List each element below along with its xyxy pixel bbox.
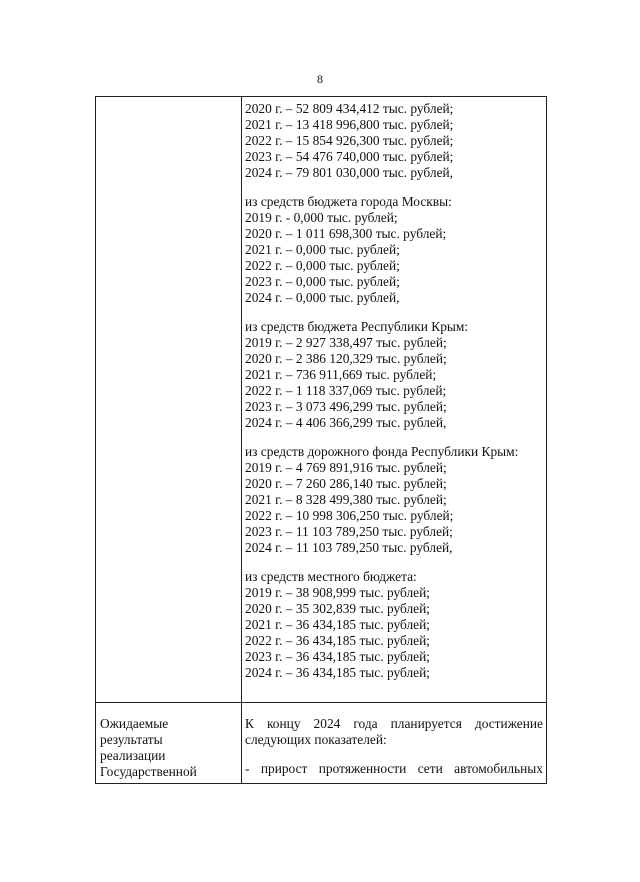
funding-line: 2021 г. – 8 328 499,380 тыс. рублей; [245,492,447,507]
funding-line: 2019 г. - 0,000 тыс. рублей; [245,210,398,225]
label-line: Ожидаемые [100,716,169,731]
label-line: реализации [100,748,166,763]
funding-line: 2022 г. – 10 998 306,250 тыс. рублей; [245,508,454,523]
local-budget-block [245,569,541,681]
indicator-line: - прирост протяженности сети автомобильных [245,761,543,776]
funding-line: 2024 г. – 4 406 366,299 тыс. рублей, [245,415,447,430]
label-line: результаты [100,732,163,747]
expected-results-text [245,716,543,777]
page-number: 8 [317,72,323,86]
funding-line: 2022 г. – 1 118 337,069 тыс. рублей; [245,383,447,398]
label-line: Государственной [100,764,197,779]
funding-line: 2019 г. – 2 927 338,497 тыс. рублей; [245,335,447,350]
section-heading: из средств дорожного фонда Республики Крым: [245,444,519,459]
funding-line: 2021 г. – 13 418 996,800 тыс. рублей; [245,117,454,132]
road-fund-block [245,444,541,556]
section-heading: из средств бюджета Республики Крым: [245,319,469,334]
funding-line: 2019 г. – 4 769 891,916 тыс. рублей; [245,460,447,475]
funding-line: 2021 г. – 0,000 тыс. рублей; [245,242,400,257]
funding-line: 2024 г. – 0,000 тыс. рублей, [245,290,400,305]
crimea-budget-block [245,319,541,431]
funding-line: 2019 г. – 38 908,999 тыс. рублей; [245,585,430,600]
funding-line: 2020 г. – 7 260 286,140 тыс. рублей; [245,476,447,491]
funding-line: 2023 г. – 3 073 496,299 тыс. рублей; [245,399,447,414]
column-divider [241,97,242,783]
funding-line: 2024 г. – 36 434,185 тыс. рублей; [245,665,430,680]
funding-line: 2021 г. – 736 911,669 тыс. рублей; [245,367,437,382]
funding-line: 2022 г. – 15 854 926,300 тыс. рублей; [245,133,454,148]
intro-text-line: К концу 2024 года планируется достижение [245,716,543,731]
funding-line: 2023 г. – 54 476 740,000 тыс. рублей; [245,149,454,164]
funding-line: 2023 г. – 0,000 тыс. рублей; [245,274,400,289]
intro-text-line: следующих показателей: [245,732,387,747]
funding-line: 2022 г. – 36 434,185 тыс. рублей; [245,633,430,648]
funding-line: 2020 г. – 2 386 120,329 тыс. рублей; [245,351,447,366]
section-heading: из средств местного бюджета: [245,569,417,584]
funding-line: 2023 г. – 36 434,185 тыс. рублей; [245,649,430,664]
funding-line: 2022 г. – 0,000 тыс. рублей; [245,258,400,273]
funding-line: 2024 г. – 11 103 789,250 тыс. рублей, [245,540,453,555]
moscow-budget-block [245,194,541,306]
funding-line: 2024 г. – 79 801 030,000 тыс. рублей, [245,165,454,180]
funding-line: 2020 г. – 1 011 698,300 тыс. рублей; [245,226,447,241]
section-heading: из средств бюджета города Москвы: [245,194,452,209]
row-divider [96,702,546,703]
funding-cell [245,101,541,681]
program-table [95,96,547,784]
expected-results-label [100,716,238,780]
funding-line: 2020 г. – 52 809 434,412 тыс. рублей; [245,101,454,116]
funding-line: 2020 г. – 35 302,839 тыс. рублей; [245,601,430,616]
funding-line: 2023 г. – 11 103 789,250 тыс. рублей; [245,524,453,539]
funding-line: 2021 г. – 36 434,185 тыс. рублей; [245,617,430,632]
funding-totals-block [245,101,541,181]
